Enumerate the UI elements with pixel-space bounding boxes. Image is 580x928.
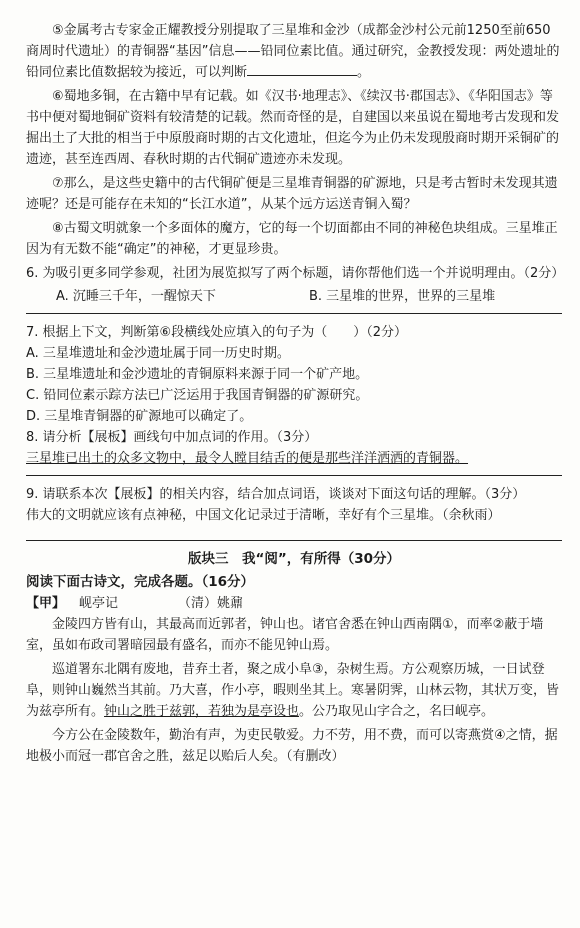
classical-paragraph-2-end: 。公乃取见山字合之，名曰岘亭。 <box>299 704 495 719</box>
paragraph-5-end: 。 <box>357 65 371 80</box>
reading-instruction: 阅读下面古诗文，完成各题。（16分） <box>26 574 255 590</box>
paragraph-5-text: ⑤金属考古专家金正耀教授分别提取了三星堆和金沙（成都金沙村公元前1250至前650商周时代遗址）的青铜器“基因”信息——铅同位素比值。通过研究，金教授发现：两处遗址的铅同位素比值数据较为接近，可以判断 <box>26 23 560 80</box>
question-9-quote: 伟大的文明就应该有点神秘，中国文化记录过于清晰，幸好有个三星堆。（余秋雨） <box>26 508 501 523</box>
question-7-option-b[interactable]: B. 三星堆遗址和金沙遗址的青铜原料来源于同一个矿产地。 <box>26 367 369 382</box>
question-8: 8. 请分析【展板】画线句中加点词的作用。（3分） <box>26 430 318 445</box>
classical-paragraph-2 <box>26 659 562 722</box>
classical-paragraph-1: 金陵四方皆有山，其最高而近郭者，钟山也。诸官舍悉在钟山西南隅①，而率②蔽于墙室，虽如布政司署暗园最有盛名，而亦不能见钟山焉。 <box>26 617 544 653</box>
question-7-option-a[interactable]: A. 三星堆遗址和金沙遗址属于同一历史时期。 <box>26 346 290 361</box>
answer-blank[interactable] <box>247 75 357 76</box>
text-jia-title: 岘亭记 <box>79 596 119 611</box>
text-jia-title-line <box>26 593 562 614</box>
question-7-option-c[interactable]: C. 铅同位素示踪方法已广泛运用于我国青铜器的矿源研究。 <box>26 388 369 403</box>
classical-paragraph-2-text: 巡道署东北隅有废地，昔弃土者，聚之成小阜③，杂树生焉。方公观察历城，一日试登阜，则钟山巍然当其前。乃大喜，作小亭，暇则坐其上。寒暑阴霁，山林云物，其状万变，皆为兹亭所有。 <box>26 662 560 719</box>
question-8-quote: 三星堆已出土的众多文物中，最令人瞠目结舌的便是那些洋洋洒洒的青铜器。 <box>26 451 469 466</box>
question-6-option-b[interactable]: B. 三星堆的世界，世界的三星堆 <box>309 289 496 304</box>
classical-paragraph-3: 今方公在金陵数年，勤治有声，为吏民敬爱。力不劳，用不费，而可以寄燕赏④之情，据地极小而冠一郡官舍之胜，兹足以贻后人矣。（有删改） <box>26 728 558 764</box>
text-jia-label: 【甲】 <box>26 596 66 611</box>
question-9: 9. 请联系本次【展板】的相关内容，结合加点词语，谈谈对下面这句话的理解。（3分） <box>26 487 526 502</box>
question-6-options <box>56 286 562 307</box>
question-7: 7. 根据上下文，判断第⑥段横线处应填入的句子为（ ）（2分） <box>26 325 407 340</box>
answer-line[interactable] <box>26 313 562 314</box>
paragraph-6: ⑥蜀地多铜，在古籍中早有记载。如《汉书·地理志》、《续汉书·郡国志》、《华阳国志》等书中便对蜀地铜矿资料有较清楚的记载。然而奇怪的是，自建国以来虽说在蜀地考古发现和发掘出土了大批的相当于中原殷商时期的古文化遗址，但迄今为止仍未发现殷商时期开采铜矿的遗迹，甚至连西周、春秋时期的古代铜矿遗迹亦未发现。 <box>26 89 560 167</box>
exam-page <box>26 20 565 770</box>
question-6: 6. 为吸引更多同学参观，社团为展览拟写了两个标题，请你帮他们选一个并说明理由。（2分） <box>26 266 565 281</box>
question-7-option-d[interactable]: D. 三星堆青铜器的矿源地可以确定了。 <box>26 409 253 424</box>
question-6-option-a[interactable]: A. 沉睡三千年，一醒惊天下 <box>56 289 216 304</box>
paragraph-7: ⑦那么，是这些史籍中的古代铜矿便是三星堆青铜器的矿源地，只是考古暂时未发现其遗迹呢？还是可能存在未知的“长江水道”，从某个远方运送青铜入蜀？ <box>26 176 558 212</box>
answer-line[interactable] <box>26 475 562 476</box>
paragraph-5 <box>26 20 562 83</box>
paragraph-8: ⑧古蜀文明就象一个多面体的魔方，它的每一个切面都由不同的神秘色块组成。三星堆正因为有无数不能“确定”的神秘，才更显珍贵。 <box>26 221 558 257</box>
section-3-title: 版块三 我“阅”，有所得（30分） <box>187 551 401 567</box>
underlined-sentence: 钟山之胜于兹郭，若独为是亭设也 <box>104 704 300 719</box>
text-jia-author: （清）姚鼐 <box>178 596 244 611</box>
answer-line[interactable] <box>26 540 562 541</box>
